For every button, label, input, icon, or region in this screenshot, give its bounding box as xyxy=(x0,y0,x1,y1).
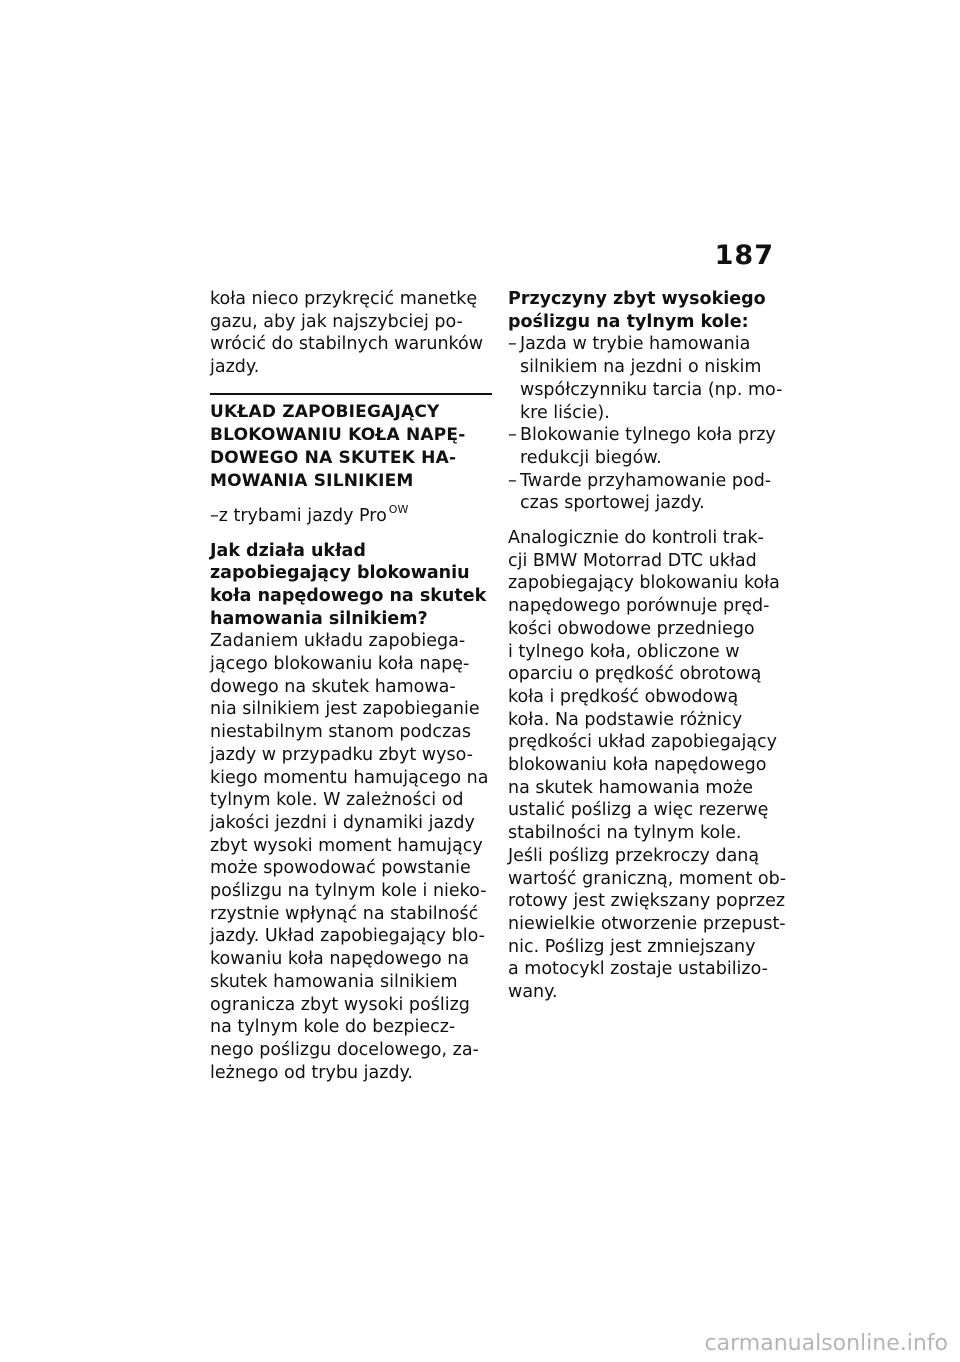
list-item-text: Twarde przyhamowanie pod- xyxy=(520,470,772,491)
sub-heading-line: hamowania silnikiem? xyxy=(210,608,428,629)
body-line: koła. Na podstawie różnicy xyxy=(508,709,743,730)
list-item-line xyxy=(508,424,790,447)
sub-heading-line: Jak działa układ xyxy=(210,540,366,561)
section-title xyxy=(210,401,492,493)
list-item xyxy=(508,470,790,515)
body-line: jącego blokowaniu koła napę- xyxy=(210,654,470,675)
list-item-line: współczynniku tarcia (np. mo- xyxy=(520,379,783,400)
body-line: jazdy w przypadku zbyt wyso- xyxy=(210,744,473,765)
riding-mode-code: OW xyxy=(388,502,409,516)
body-line: Analogicznie do kontroli trak- xyxy=(508,528,764,549)
intro-line: gazu, aby jak najszybciej po- xyxy=(210,311,463,332)
body-line: zapobiegający blokowaniu koła xyxy=(508,573,780,594)
body-line: nic. Poślizg jest zmniejszany xyxy=(508,936,756,957)
body-line: kowaniu koła napędowego na xyxy=(210,949,470,970)
body-line: skutek hamowania silnikiem xyxy=(210,971,458,992)
list-item-line: kre liście). xyxy=(520,402,610,423)
intro-line: wrócić do stabilnych warunków xyxy=(210,334,484,355)
sub-heading-line: zapobiegający blokowaniu xyxy=(210,563,470,584)
body-line: kości obwodowe przedniego xyxy=(508,618,755,639)
body-line: tylnym kole. W zależności od xyxy=(210,790,464,811)
body-line: oparciu o prędkość obrotową xyxy=(508,664,762,685)
body-line: a motocykl zostaje ustabilizo- xyxy=(508,959,768,980)
causes-heading-line: Przyczyny zbyt wysokiego xyxy=(508,289,766,309)
intro-paragraph xyxy=(210,288,492,379)
list-item-text: Blokowanie tylnego koła przy xyxy=(520,425,776,446)
section-divider xyxy=(210,393,492,395)
list-item-line: czas sportowej jazdy. xyxy=(520,493,705,514)
body-line: Jeśli poślizg przekroczy daną xyxy=(508,845,760,866)
body-line: nego poślizgu docelowego, za- xyxy=(210,1039,479,1060)
intro-line: jazdy. xyxy=(210,357,260,378)
list-item xyxy=(508,333,790,424)
page-number: 187 xyxy=(714,240,774,271)
causes-heading xyxy=(508,288,790,333)
body-line: prędkości układ zapobiegający xyxy=(508,732,778,753)
causes-list xyxy=(508,333,790,515)
body-line: koła i prędkość obwodową xyxy=(508,686,739,707)
body-line: rzystnie wpłynąć na stabilność xyxy=(210,903,479,924)
body-line: ogranicza zbyt wysoki poślizg xyxy=(210,994,470,1015)
list-item-line: silnikiem na jezdni o niskim xyxy=(520,357,762,378)
riding-mode-note xyxy=(210,499,492,528)
body-line: Zadaniem układu zapobiega- xyxy=(210,631,466,652)
list-item-line xyxy=(508,333,790,356)
list-item-line: redukcji biegów. xyxy=(520,447,662,468)
body-line: leżnego od trybu jazdy. xyxy=(210,1062,413,1083)
body-line: na skutek hamowania może xyxy=(508,777,754,798)
intro-line: koła nieco przykręcić manetkę xyxy=(210,289,478,309)
list-item xyxy=(508,424,790,469)
body-line: napędowego porównuje pręd- xyxy=(508,596,770,617)
body-line: niewielkie otworzenie przepust- xyxy=(508,913,786,934)
body-line: kiego momentu hamującego na xyxy=(210,767,489,788)
body-line: rotowy jest zwiększany poprzez xyxy=(508,891,786,912)
body-line: cji BMW Motorrad DTC układ xyxy=(508,550,757,571)
body-line: stabilności na tylnym kole. xyxy=(508,823,742,844)
list-item-line xyxy=(508,470,790,493)
causes-heading-line: poślizgu na tylnym kole: xyxy=(508,311,749,332)
sub-heading-line: koła napędowego na skutek xyxy=(210,585,487,606)
body-line: jakości jezdni i dynamiki jazdy xyxy=(210,812,475,833)
section-title-line: UKŁAD ZAPOBIEGAJĄCY xyxy=(210,401,440,422)
body-line: blokowaniu koła napędowego xyxy=(508,755,767,776)
footer-watermark: carmanualsonline.info xyxy=(704,1331,948,1356)
body-line: i tylnego koła, obliczone w xyxy=(508,641,740,662)
body-paragraph xyxy=(508,527,790,1004)
body-line: dowego na skutek hamowa- xyxy=(210,676,456,697)
section-title-line: BLOKOWANIU KOŁA NAPĘ- xyxy=(210,424,466,445)
left-column xyxy=(210,288,492,1084)
dash-bullet: – xyxy=(508,425,517,446)
section-title-line: DOWEGO NA SKUTEK HA- xyxy=(210,447,457,468)
dash-bullet: – xyxy=(508,470,517,491)
body-line: wany. xyxy=(508,982,558,1003)
body-line: wartość graniczną, moment ob- xyxy=(508,868,787,889)
body-line: jazdy. Układ zapobiegający blo- xyxy=(210,926,485,947)
body-line: na tylnym kole do bezpiecz- xyxy=(210,1017,456,1038)
list-item-text: Jazda w trybie hamowania xyxy=(520,334,751,355)
right-column xyxy=(508,288,790,1004)
body-line: poślizgu na tylnym kole i nieko- xyxy=(210,881,487,902)
body-line: ustalić poślizg a więc rezerwę xyxy=(508,800,769,821)
body-line: zbyt wysoki moment hamujący xyxy=(210,835,483,856)
body-line: niestabilnym stanom podczas xyxy=(210,722,471,743)
riding-mode-text: –z trybami jazdy Pro xyxy=(210,505,387,526)
body-paragraph xyxy=(210,630,492,1084)
section-title-line: MOWANIA SILNIKIEM xyxy=(210,470,414,491)
body-line: może spowodować powstanie xyxy=(210,858,471,879)
body-line: nia silnikiem jest zapobieganie xyxy=(210,699,480,720)
sub-heading xyxy=(210,540,492,631)
dash-bullet: – xyxy=(508,334,517,355)
